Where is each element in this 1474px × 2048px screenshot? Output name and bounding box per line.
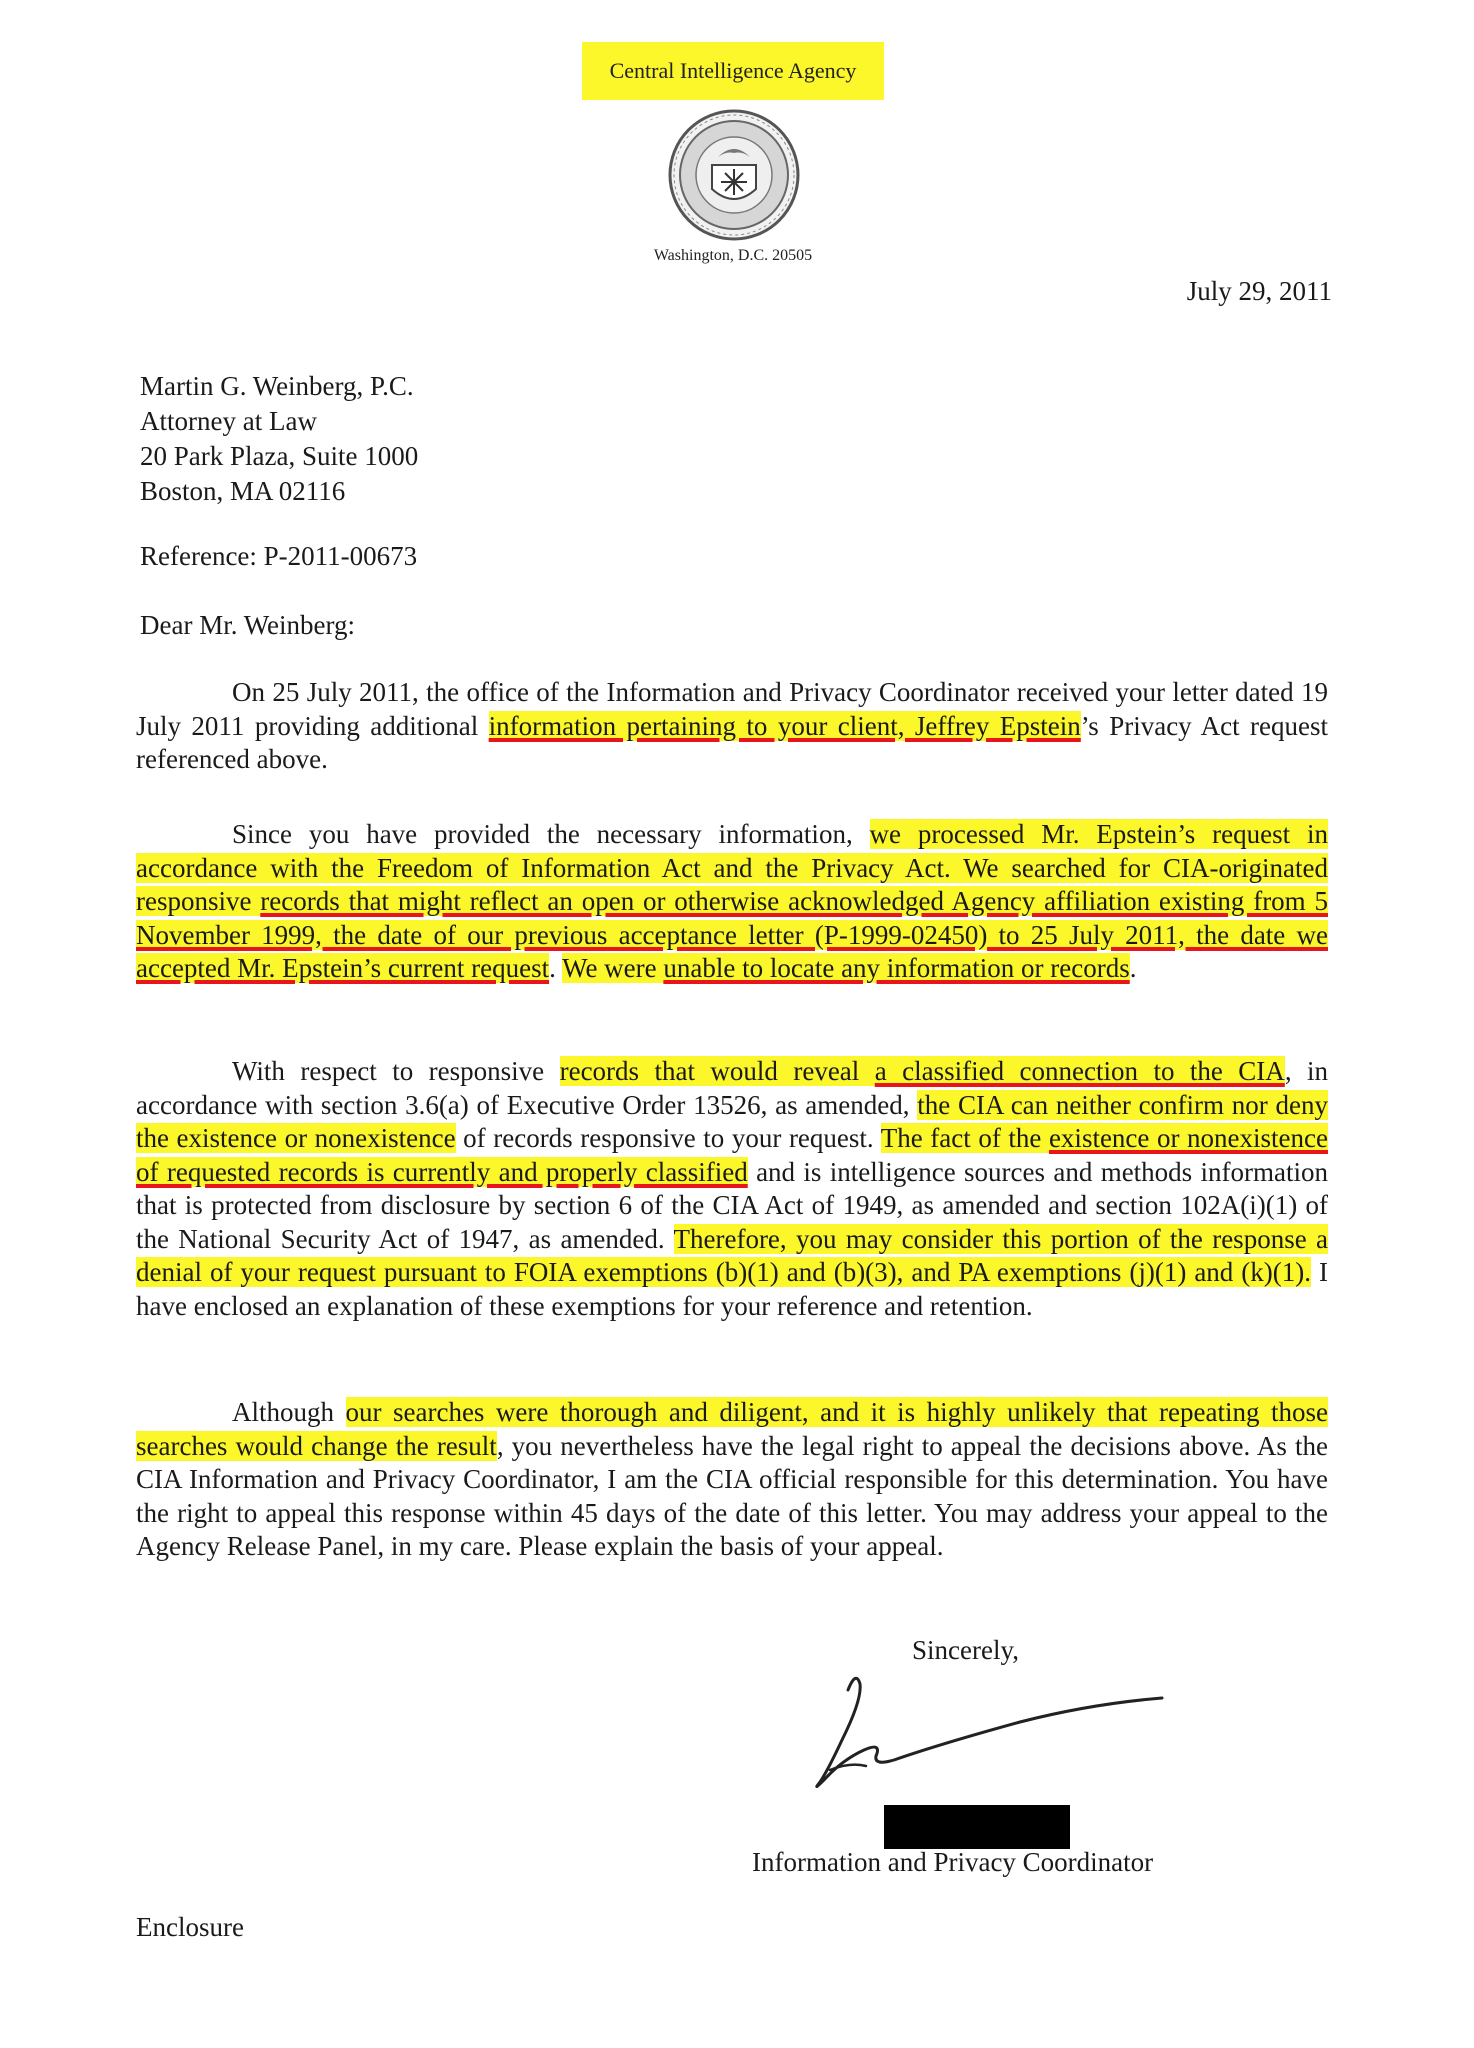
enclosure-label: Enclosure	[136, 1912, 244, 1942]
recipient-address	[140, 369, 418, 509]
paragraph-2	[136, 818, 1328, 986]
agency-name: Central Intelligence Agency	[609, 58, 857, 83]
reference-line: Reference: P-2011-00673	[140, 541, 418, 571]
agency-address: Washington, D.C. 20505	[653, 247, 813, 264]
text-span: On 25 July 2011, the office of the Information and Privacy Coordinator received your letter dated 19 July 2011 providing additional	[136, 677, 1328, 741]
highlighted-text: We were	[562, 953, 664, 983]
text-span: With respect to responsive	[232, 1056, 560, 1086]
highlighted-underlined-text: a classified connection to the CIA	[874, 1056, 1285, 1086]
signature-icon	[790, 1670, 1190, 1800]
paragraph-4	[136, 1396, 1328, 1564]
text-span: Although	[232, 1397, 346, 1427]
highlighted-text: in accordance with the Freedom of Information Act and the Privacy Act. We searched for CIA-originated responsive	[136, 819, 1328, 916]
text-span: Since you have provided the necessary information,	[232, 819, 870, 849]
highlighted-text: The fact of the	[880, 1123, 1049, 1153]
cia-seal-icon	[666, 107, 802, 243]
highlighted-text: the CIA can neither confirm nor deny the existence or nonexistence	[136, 1089, 1328, 1153]
text-span: and is intelligence sources and methods information that is protected from disclosure by section 6 of the CIA Act of 1949, as amended and section 102A(i)(1) of the National Security Act of 1947, as amended.	[136, 1156, 1329, 1254]
text-span: of records responsive to your request.	[455, 1123, 881, 1153]
highlighted-text: we processed Mr. Epstein’s request	[869, 819, 1291, 849]
highlighted-text: Therefore, you may consider this portion of the response a denial of your request pursuant to FOIA exemptions (b)(1) and (b)(3), and PA exemptions (j)(1) and (k)(1).	[136, 1223, 1328, 1287]
text-span: ’s Privacy Act request referenced above.	[136, 710, 1328, 774]
agency-name-highlighted	[582, 42, 884, 100]
paragraph-3	[136, 1055, 1328, 1323]
highlighted-text: our searches were thorough and diligent, and it is highly unlikely that repeating those searches would change the result	[136, 1397, 1328, 1461]
paragraph-1	[136, 676, 1328, 777]
recipient-street: 20 Park Plaza, Suite 1000	[140, 441, 419, 471]
signer-title: Information and Privacy Coordinator	[752, 1847, 1154, 1877]
salutation: Dear Mr. Weinberg:	[140, 610, 356, 640]
letter-date: July 29, 2011	[1186, 276, 1332, 306]
highlighted-underlined-text: unable to locate any information or records	[663, 953, 1130, 983]
highlighted-underlined-text: information pertaining to your client, Jeffrey Epstein	[488, 710, 1081, 741]
recipient-city: Boston, MA 02116	[140, 476, 346, 506]
highlighted-underlined-text: existence or nonexistence of requested records is currently and properly classified	[136, 1123, 1328, 1187]
text-span: , in accordance with section 3.6(a) of Executive Order 13526, as amended,	[136, 1056, 1329, 1120]
text-span: , you nevertheless have the legal right to appeal the decisions above. As the CIA Information and Privacy Coordinator, I am the CIA official responsible for this determination. You have the right to appeal this response within 45 days of the date of this letter. You may address your appeal to the Agency Release Panel, in my care. Please explain the basis of your appeal.	[136, 1430, 1328, 1561]
text-span: .	[549, 953, 563, 983]
closing: Sincerely,	[912, 1635, 1019, 1665]
highlighted-underlined-text: records that might reflect an open or otherwise acknowledged Agency affiliation existing from 5 November 1999, the date of our previous acceptance letter (P-1999-02450) to 25 July 2011, the date we accepted Mr. Epstein’s current request	[136, 886, 1328, 983]
recipient-title: Attorney at Law	[140, 406, 317, 436]
redacted-name-block	[884, 1805, 1070, 1849]
text-span: I have enclosed an explanation of these exemptions for your reference and retention.	[136, 1257, 1328, 1321]
text-span: .	[1129, 953, 1137, 983]
highlighted-text: records that would reveal	[559, 1056, 875, 1086]
recipient-name: Martin G. Weinberg, P.C.	[140, 371, 414, 401]
